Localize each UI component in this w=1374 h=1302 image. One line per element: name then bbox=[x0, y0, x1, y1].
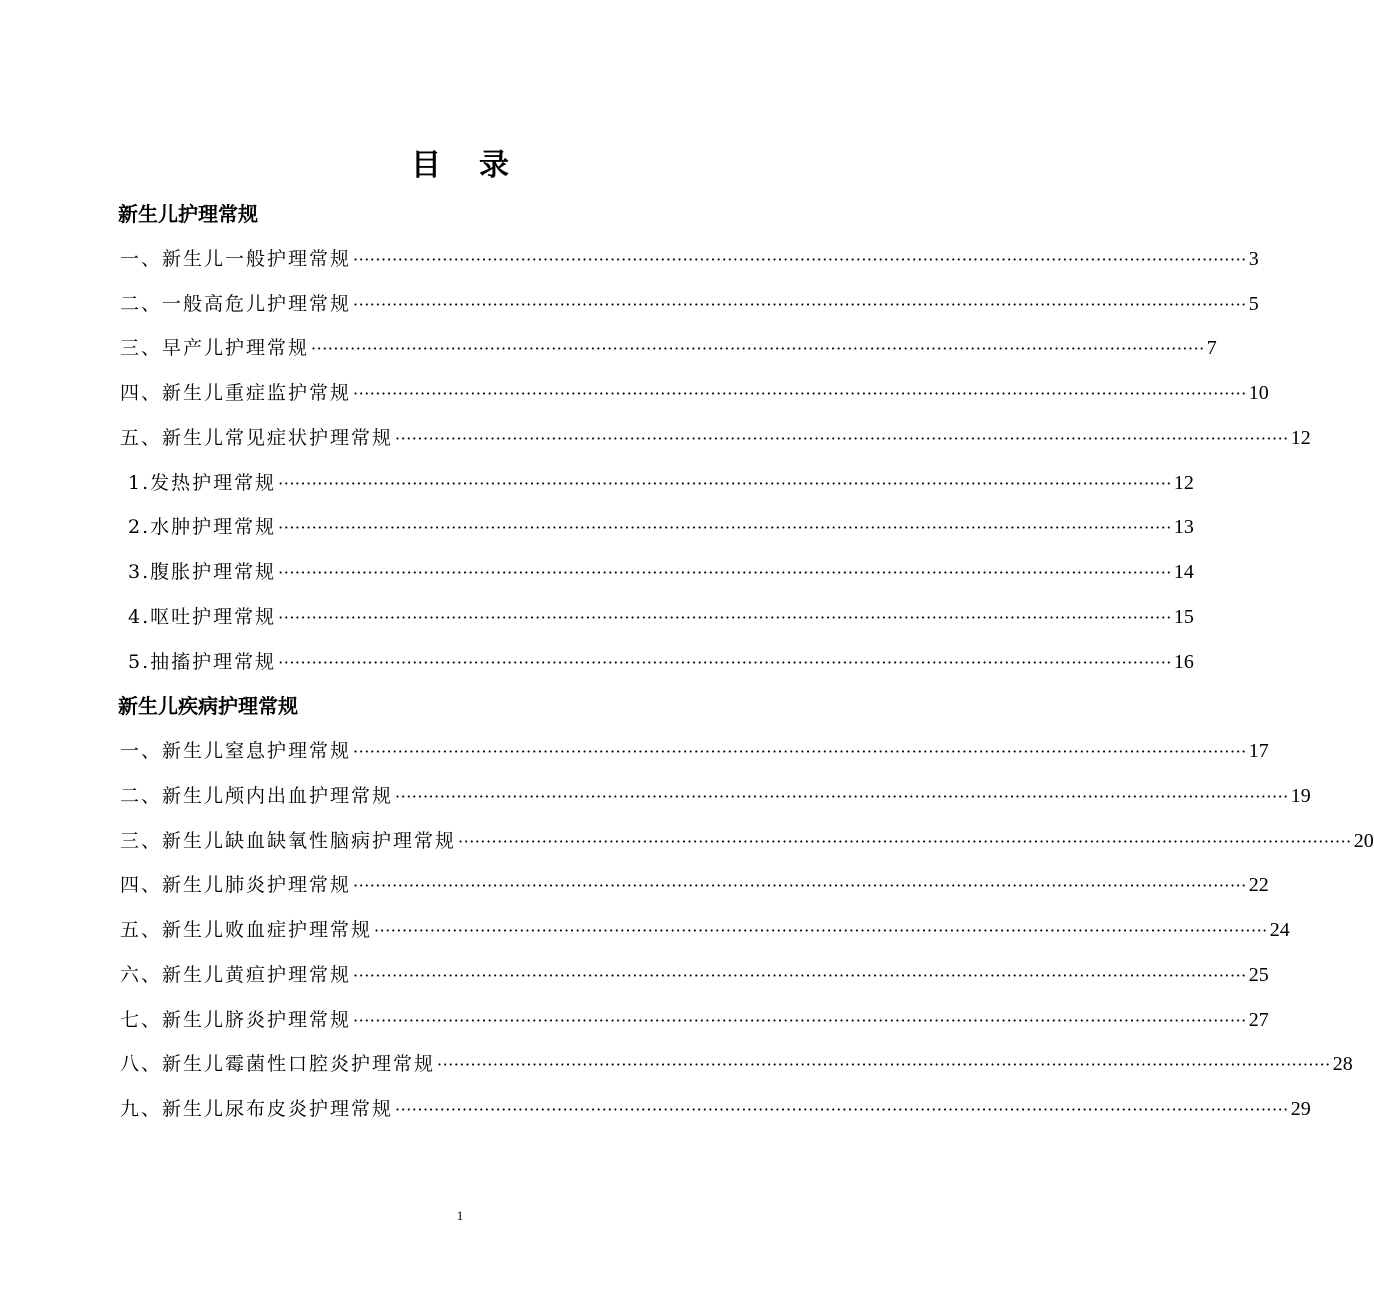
section-heading-2: 新生儿疾病护理常规 bbox=[118, 694, 298, 718]
page-number: 1 bbox=[456, 1208, 464, 1223]
toc-entry[interactable] bbox=[128, 649, 1194, 675]
toc-leader: ································································································································································ bbox=[278, 563, 1172, 582]
toc-leader: ································································································································································ bbox=[353, 250, 1247, 269]
toc-leader: ································································································································································ bbox=[458, 832, 1352, 851]
toc-entry-label: 三、新生儿缺血缺氧性脑病护理常规 bbox=[120, 830, 457, 852]
toc-entry-page: 13 bbox=[1173, 516, 1194, 538]
toc-entry[interactable] bbox=[120, 246, 1259, 272]
toc-entry-page: 15 bbox=[1173, 606, 1194, 628]
toc-entry-label: 六、新生儿黄疸护理常规 bbox=[120, 964, 352, 986]
toc-leader: ································································································································································ bbox=[395, 787, 1289, 806]
toc-leader: ································································································································································ bbox=[353, 295, 1247, 314]
toc-entry-label: 1.发热护理常规 bbox=[128, 472, 277, 494]
toc-entry[interactable] bbox=[120, 1051, 1353, 1077]
toc-entry-page: 7 bbox=[1206, 337, 1217, 359]
toc-leader: ································································································································································ bbox=[374, 921, 1268, 940]
toc-entry-page: 10 bbox=[1248, 382, 1269, 404]
toc-entry-label: 三、早产儿护理常规 bbox=[120, 337, 310, 359]
toc-entry-label: 九、新生儿尿布皮炎护理常规 bbox=[120, 1098, 394, 1120]
toc-entry[interactable] bbox=[120, 291, 1259, 317]
toc-entry[interactable] bbox=[128, 470, 1194, 496]
toc-entry-label: 八、新生儿霉菌性口腔炎护理常规 bbox=[120, 1053, 436, 1075]
toc-entry[interactable] bbox=[120, 738, 1269, 764]
toc-entry-page: 17 bbox=[1248, 740, 1269, 762]
toc-entry-label: 七、新生儿脐炎护理常规 bbox=[120, 1009, 352, 1031]
toc-entry-page: 14 bbox=[1173, 561, 1194, 583]
toc-entry-page: 19 bbox=[1290, 785, 1311, 807]
title-part-1: 目 bbox=[411, 148, 441, 183]
toc-leader: ································································································································································ bbox=[395, 429, 1289, 448]
page-title bbox=[0, 146, 920, 186]
toc-entry-page: 12 bbox=[1173, 472, 1194, 494]
toc-entry-label: 二、一般高危儿护理常规 bbox=[120, 293, 352, 315]
toc-entry[interactable] bbox=[120, 425, 1311, 451]
toc-entry-label: 五、新生儿败血症护理常规 bbox=[120, 919, 373, 941]
toc-leader: ································································································································································ bbox=[353, 742, 1247, 761]
toc-entry[interactable] bbox=[120, 783, 1311, 809]
toc-leader: ································································································································································ bbox=[353, 1011, 1247, 1030]
toc-leader: ································································································································································ bbox=[353, 966, 1247, 985]
toc-leader: ································································································································································ bbox=[395, 1100, 1289, 1119]
toc-entry[interactable] bbox=[120, 872, 1269, 898]
toc-entry-page: 25 bbox=[1248, 964, 1269, 986]
toc-leader: ································································································································································ bbox=[353, 876, 1247, 895]
toc-entry-label: 3.腹胀护理常规 bbox=[128, 561, 277, 583]
toc-entry-label: 二、新生儿颅内出血护理常规 bbox=[120, 785, 394, 807]
toc-leader: ································································································································································ bbox=[278, 474, 1172, 493]
toc-entry-page: 28 bbox=[1332, 1053, 1353, 1075]
title-part-2: 录 bbox=[479, 148, 509, 183]
toc-entry-page: 16 bbox=[1173, 651, 1194, 673]
toc-entry[interactable] bbox=[120, 1007, 1269, 1033]
toc-entry-label: 四、新生儿重症监护常规 bbox=[120, 382, 352, 404]
toc-entry-page: 3 bbox=[1248, 248, 1259, 270]
toc-entry-page: 27 bbox=[1248, 1009, 1269, 1031]
toc-entry[interactable] bbox=[128, 514, 1194, 540]
toc-entry-page: 22 bbox=[1248, 874, 1269, 896]
toc-entry[interactable] bbox=[120, 962, 1269, 988]
toc-entry-label: 五、新生儿常见症状护理常规 bbox=[120, 427, 394, 449]
toc-entry-label: 四、新生儿肺炎护理常规 bbox=[120, 874, 352, 896]
toc-entry[interactable] bbox=[120, 380, 1269, 406]
toc-entry-label: 一、新生儿窒息护理常规 bbox=[120, 740, 352, 762]
toc-leader: ································································································································································ bbox=[278, 608, 1172, 627]
toc-entry-label: 2.水肿护理常规 bbox=[128, 516, 277, 538]
toc-entry-label: 一、新生儿一般护理常规 bbox=[120, 248, 352, 270]
toc-leader: ································································································································································ bbox=[311, 339, 1205, 358]
toc-leader: ································································································································································ bbox=[353, 384, 1247, 403]
toc-entry[interactable] bbox=[120, 828, 1374, 854]
section-heading-1: 新生儿护理常规 bbox=[118, 202, 258, 226]
toc-entry-page: 12 bbox=[1290, 427, 1311, 449]
toc-leader: ································································································································································ bbox=[437, 1055, 1331, 1074]
toc-entry[interactable] bbox=[120, 1096, 1311, 1122]
toc-entry-page: 29 bbox=[1290, 1098, 1311, 1120]
toc-entry-page: 5 bbox=[1248, 293, 1259, 315]
toc-entry-label: 5.抽搐护理常规 bbox=[128, 651, 277, 673]
toc-entry-page: 20 bbox=[1353, 830, 1374, 852]
toc-leader: ································································································································································ bbox=[278, 518, 1172, 537]
toc-entry[interactable] bbox=[128, 604, 1194, 630]
toc-entry[interactable] bbox=[120, 917, 1290, 943]
toc-leader: ································································································································································ bbox=[278, 653, 1172, 672]
toc-entry[interactable] bbox=[128, 559, 1194, 585]
toc-entry[interactable] bbox=[120, 335, 1217, 361]
toc-entry-label: 4.呕吐护理常规 bbox=[128, 606, 277, 628]
toc-entry-page: 24 bbox=[1269, 919, 1290, 941]
